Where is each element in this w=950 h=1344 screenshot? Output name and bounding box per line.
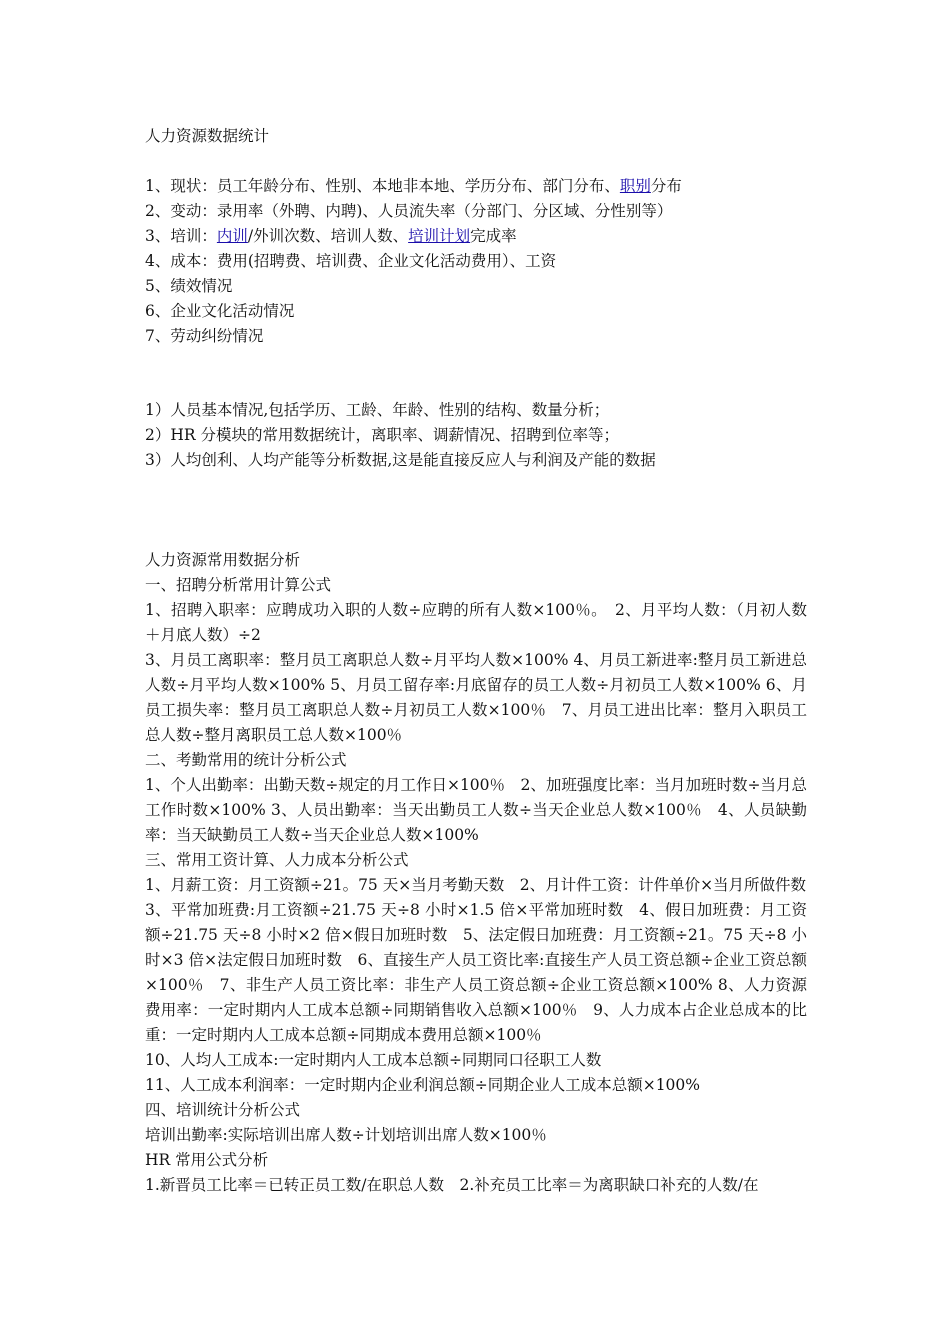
summary-list: [145, 398, 807, 473]
list-item: 5、绩效情况: [145, 277, 233, 295]
attendance-heading: 二、考勤常用的统计分析公式: [145, 751, 347, 769]
salary-formulas-3: 10、人均人工成本:一定时期内人工成本总额÷同期同口径职工人数: [145, 1051, 602, 1069]
list-item-text: 3、培训：: [145, 227, 217, 245]
list-item: 3）人均创利、人均产能等分析数据,这是能直接反应人与利润及产能的数据: [145, 451, 656, 469]
hr-formulas: 1.新晋员工比率＝已转正员工数/在职总人数 2.补充员工比率＝为离职缺口补充的人数/在: [145, 1176, 759, 1194]
stats-list: [145, 174, 807, 349]
list-item: 2）HR 分模块的常用数据统计，离职率、调薪情况、招聘到位率等；: [145, 426, 619, 444]
list-item-text: 1、现状：员工年龄分布、性别、本地非本地、学历分布、部门分布、: [145, 177, 620, 195]
link-zhibie[interactable]: 职别: [619, 177, 651, 195]
training-formula: 培训出勤率:实际培训出席人数÷计划培训出席人数×100％: [145, 1126, 547, 1144]
document-title-block: [145, 124, 807, 149]
recruit-heading: 一、招聘分析常用计算公式: [145, 576, 332, 594]
attendance-formulas: 1、个人出勤率：出勤天数÷规定的月工作日×100％ 2、加班强度比率：当月加班时数÷当月总工作时数×100% 3、人员出勤率：当天出勤员工人数÷当天企业总人数×100％ 4、人员缺勤率：当天缺勤员工人数÷当天企业总人数×100%: [145, 776, 807, 844]
list-item: 7、劳动纠纷情况: [145, 327, 264, 345]
list-item-text: 分布: [650, 177, 682, 195]
link-peixun-jihua[interactable]: 培训计划: [408, 227, 471, 245]
recruit-formulas-2: 3、月员工离职率：整月员工离职总人数÷月平均人数×100% 4、月员工新进率:整月员工新进总人数÷月平均人数×100% 5、月员工留存率:月底留存的员工人数÷月初员工人数×100% 6、月员工损失率：整月员工离职总人数÷月初员工人数×100％ 7、月员工进出比率：整月入职员工总人数÷整月离职员工总人数×100％: [145, 651, 807, 744]
analysis-section: [145, 548, 807, 1198]
hr-heading: HR 常用公式分析: [145, 1151, 269, 1169]
list-item-text: /外训次数、培训人数、: [247, 227, 409, 245]
list-item: 2、变动：录用率（外聘、内聘)、人员流失率（分部门、分区域、分性别等）: [145, 202, 673, 220]
list-item: 1）人员基本情况,包括学历、工龄、年龄、性别的结构、数量分析；: [145, 401, 610, 419]
list-item: [145, 224, 807, 249]
link-neixun[interactable]: 内训: [216, 227, 248, 245]
section-title: 人力资源常用数据分析: [145, 551, 301, 569]
list-item-text: 完成率: [470, 227, 517, 245]
salary-formulas-2: 3、平常加班费:月工资额÷21.75 天÷8 小时×1.5 倍×平常加班时数 4、假日加班费：月工资额÷21.75 天÷8 小时×2 倍×假日加班时数 5、法定假日加班费：月工资额÷21。75 天÷8 小时×3 倍×法定假日加班时数 6、直接生产人员工资比率:直接生产人员工资总额÷企业工资总额×100％ 7、非生产人员工资比率：非生产人员工资总额÷企业工资总额×100% 8、人力资源费用率：一定时期内人工成本总额÷同期销售收入总额×100％ 9、人力成本占企业总成本的比重：一定时期内人工成本总额÷同期成本费用总额×100％: [145, 901, 807, 1044]
salary-formulas-1: 1、月薪工资：月工资额÷21。75 天×当月考勤天数 2、月计件工资：计件单价×当月所做件数: [145, 876, 807, 894]
list-item: 4、成本：费用(招聘费、培训费、企业文化活动费用）、工资: [145, 252, 557, 270]
list-item: [145, 174, 807, 199]
training-heading: 四、培训统计分析公式: [145, 1101, 301, 1119]
document-title: 人力资源数据统计: [145, 127, 270, 145]
salary-formulas-4: 11、人工成本利润率：一定时期内企业利润总额÷同期企业人工成本总额×100%: [145, 1076, 701, 1094]
salary-heading: 三、常用工资计算、人力成本分析公式: [145, 851, 409, 869]
list-item: 6、企业文化活动情况: [145, 302, 295, 320]
recruit-formulas: 1、招聘入职率：应聘成功入职的人数÷应聘的所有人数×100％。 2、月平均人数：（月初人数＋月底人数）÷2: [145, 601, 807, 644]
